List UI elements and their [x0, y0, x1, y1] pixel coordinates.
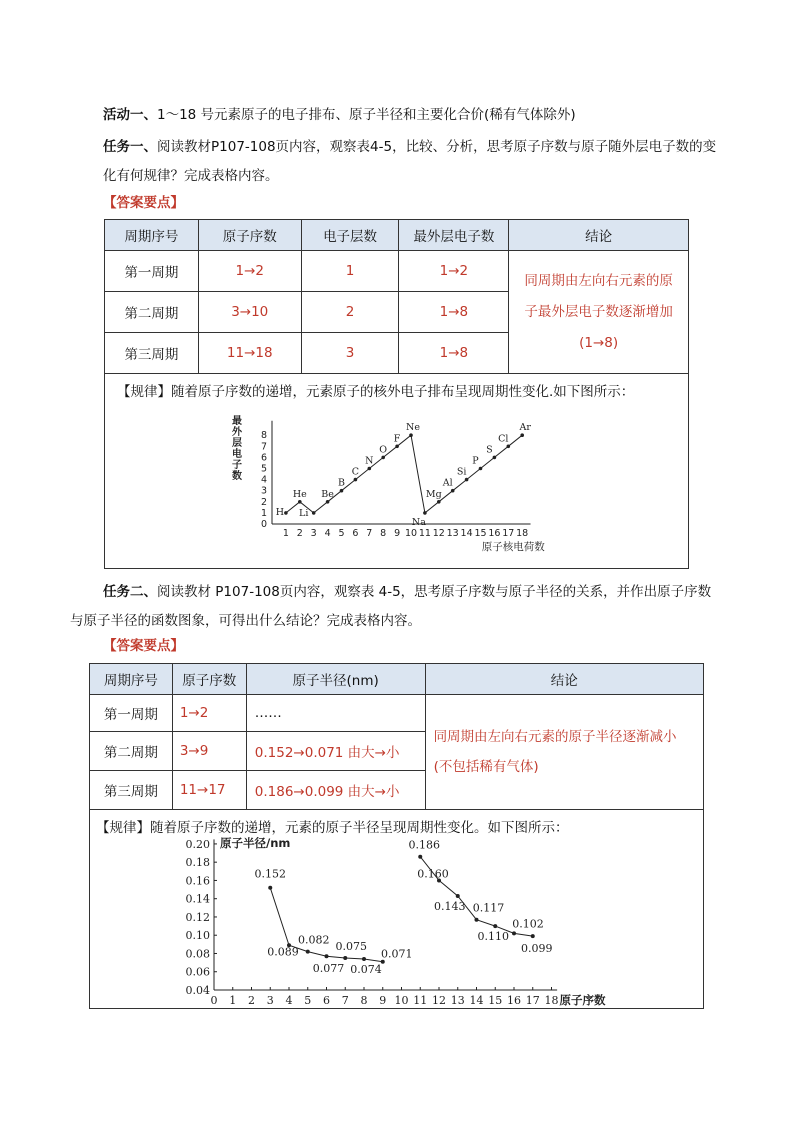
data-point [437, 500, 441, 504]
data-label: 0.102 [512, 917, 544, 931]
data-point [512, 931, 516, 935]
data-point [362, 957, 366, 961]
y-axis-label-char: 层 [232, 438, 242, 449]
table-header: 结论 [425, 664, 703, 695]
data-point [340, 489, 344, 493]
y-tick-label: 7 [260, 441, 268, 453]
radius-cell: 0.152→0.071 由大→小 [246, 732, 425, 771]
data-point [298, 500, 302, 504]
table-header: 最外层电子数 [399, 220, 509, 251]
data-point [395, 445, 399, 449]
y-tick-label: 0.12 [185, 910, 210, 924]
point-label: N [365, 455, 374, 467]
period-cell: 第一周期 [90, 695, 173, 732]
x-tick-label: 17 [525, 994, 540, 1007]
y-axis-label-char: 电 [232, 449, 242, 460]
layers-cell: 3 [301, 333, 399, 374]
point-label: S [486, 444, 493, 456]
rule-cell [105, 374, 689, 569]
y-tick-label: 5 [260, 463, 268, 475]
x-tick-label: 1 [229, 994, 237, 1007]
radius-cell: …… [246, 695, 425, 732]
point-label: H [275, 506, 285, 518]
data-point [423, 511, 427, 515]
electron-chart [105, 400, 688, 560]
rule-row [105, 374, 689, 569]
task1-table [104, 219, 689, 569]
x-tick-label: 9 [394, 528, 401, 539]
outer-cell: 1→8 [399, 292, 509, 333]
activity-heading [103, 103, 576, 123]
data-point [475, 918, 479, 922]
conclusion-line: (1→8) [579, 334, 619, 351]
point-label: He [292, 488, 307, 500]
outer-cell: 1→8 [399, 333, 509, 374]
table-header: 结论 [509, 220, 689, 251]
radius-chart [90, 836, 703, 1008]
atomic-cell: 1→2 [198, 251, 301, 292]
y-tick-label: 2 [260, 496, 268, 508]
task2-line1: 阅读教材 P107-108页内容，观察表 4-5，思考原子序数与原子半径的关系，并作出原子序数 [157, 584, 712, 600]
data-point [381, 456, 385, 460]
data-point [306, 950, 310, 954]
x-tick-label: 12 [432, 528, 445, 539]
data-point [493, 456, 497, 460]
y-tick-label: 6 [260, 452, 268, 464]
conclusion-cell [425, 695, 703, 810]
task2-answer-label: 【答案要点】 [103, 638, 184, 654]
y-axis-label-char: 数 [232, 471, 242, 482]
activity-text: 1～18 号元素原子的电子排布、原子半径和主要化合价(稀有气体除外) [157, 107, 576, 123]
task1-header-row [105, 220, 689, 251]
data-label: 0.099 [521, 942, 553, 956]
radius-cell: 0.186→0.099 由大→小 [246, 771, 425, 810]
y-tick-label: 0.08 [185, 947, 210, 961]
period-cell: 第二周期 [90, 732, 173, 771]
rule-row [90, 810, 704, 1009]
x-tick-label: 7 [341, 994, 349, 1007]
point-label: B [338, 477, 345, 489]
y-tick-label: 4 [260, 474, 268, 486]
point-label: Ar [519, 422, 531, 434]
data-point [368, 467, 372, 471]
atomic-cell: 11→17 [172, 771, 246, 810]
task2-header-row [90, 664, 704, 695]
data-label: 0.110 [477, 930, 509, 944]
table-header: 原子序数 [198, 220, 301, 251]
x-tick-label: 8 [360, 994, 368, 1007]
data-point [493, 924, 497, 928]
table-row [90, 695, 704, 732]
table-header: 原子半径(nm) [246, 664, 425, 695]
point-label: F [393, 433, 401, 445]
point-label: Ne [406, 422, 420, 434]
atomic-cell: 3→10 [198, 292, 301, 333]
point-label: P [472, 455, 479, 467]
data-point [284, 511, 288, 515]
data-label: 0.082 [298, 933, 330, 947]
table-header: 原子序数 [172, 664, 246, 695]
point-label: Si [456, 466, 467, 478]
x-tick-label: 12 [432, 994, 446, 1007]
x-tick-label: 16 [507, 994, 521, 1007]
x-tick-label: 2 [296, 528, 303, 539]
task2-line2: 与原子半径的函数图象，可得出什么结论？完成表格内容。 [70, 613, 421, 629]
x-tick-label: 16 [488, 528, 501, 539]
data-point [451, 489, 455, 493]
data-label: 0.160 [417, 867, 449, 881]
x-tick-label: 2 [248, 994, 255, 1007]
x-tick-label: 18 [544, 994, 559, 1007]
point-label: C [351, 466, 360, 478]
data-point [531, 934, 535, 938]
point-label: Al [442, 477, 453, 489]
y-tick-label: 0 [260, 519, 268, 530]
x-tick-label: 3 [310, 528, 317, 539]
x-tick-label: 5 [304, 994, 312, 1007]
x-tick-label: 9 [379, 994, 387, 1007]
x-tick-label: 3 [266, 994, 274, 1007]
conclusion-line: 同周期由左向右元素的原 [524, 272, 673, 289]
x-tick-label: 14 [460, 528, 473, 539]
period-cell: 第三周期 [105, 333, 199, 374]
x-tick-label: 11 [418, 528, 431, 539]
data-point [465, 478, 469, 482]
x-axis-label: 原子序数 [559, 993, 606, 1007]
point-label: Mg [425, 488, 442, 500]
atomic-cell: 11→18 [198, 333, 301, 374]
data-label: 0.186 [408, 838, 440, 852]
x-tick-label: 8 [380, 528, 387, 539]
x-tick-label: 17 [502, 528, 515, 539]
x-tick-label: 10 [404, 528, 418, 539]
period-cell: 第三周期 [90, 771, 173, 810]
data-label: 0.077 [312, 962, 345, 976]
layers-cell: 2 [301, 292, 399, 333]
y-axis-label-char: 外 [232, 427, 242, 438]
conclusion-line: (不包括稀有气体) [433, 759, 539, 775]
y-tick-label: 3 [260, 485, 268, 497]
x-tick-label: 0 [210, 994, 218, 1007]
y-tick-label: 0.06 [185, 965, 210, 979]
data-point [479, 467, 483, 471]
task1-line2: 化有何规律？完成表格内容。 [103, 168, 279, 184]
x-tick-label: 5 [338, 528, 345, 539]
data-label: 0.075 [335, 940, 367, 954]
task1-paragraph-line1 [103, 135, 716, 155]
y-tick-label: 1 [260, 507, 268, 519]
data-label: 0.117 [472, 901, 505, 915]
data-point [507, 445, 511, 449]
activity-label: 活动一、 [103, 107, 157, 123]
rule-cell [90, 810, 704, 1009]
period-cell: 第一周期 [105, 251, 199, 292]
data-label: 0.152 [254, 867, 286, 881]
data-point [312, 511, 316, 515]
y-tick-label: 0.14 [185, 892, 210, 906]
atomic-cell: 1→2 [172, 695, 246, 732]
atomic-cell: 3→9 [172, 732, 246, 771]
task2-paragraph-line1 [103, 580, 711, 600]
layers-cell: 1 [301, 251, 399, 292]
table-row [105, 251, 689, 292]
point-label: Li [299, 507, 309, 519]
task2-label: 任务二、 [103, 584, 157, 600]
x-tick-label: 6 [323, 994, 330, 1007]
table-header: 周期序号 [105, 220, 199, 251]
data-point [520, 433, 524, 437]
x-tick-label: 10 [394, 994, 409, 1007]
rule-text: 【规律】随着原子序数的递增，元素原子的核外电子排布呈现周期性变化.如下图所示： [117, 384, 635, 400]
x-tick-label: 13 [450, 994, 465, 1007]
data-label: 0.074 [350, 962, 382, 976]
point-label: Be [321, 488, 334, 500]
data-label: 0.071 [381, 947, 413, 961]
data-point [354, 478, 358, 482]
x-tick-label: 15 [488, 994, 503, 1007]
point-label: O [379, 444, 388, 456]
rule-text: 【规律】随着原子序数的递增，元素的原子半径呈现周期性变化。如下图所示： [96, 820, 569, 836]
y-tick-label: 0.16 [185, 874, 210, 888]
task1-label: 任务一、 [103, 139, 157, 155]
outer-cell: 1→2 [399, 251, 509, 292]
x-tick-label: 7 [366, 528, 373, 539]
y-tick-label: 0.10 [185, 929, 210, 943]
data-point [409, 433, 413, 437]
table-header: 电子层数 [301, 220, 399, 251]
y-tick-label: 0.18 [185, 856, 210, 870]
data-label: 0.089 [267, 945, 299, 959]
data-point [326, 500, 330, 504]
x-tick-label: 18 [516, 528, 529, 539]
period-cell: 第二周期 [105, 292, 199, 333]
task1-answer-label: 【答案要点】 [103, 195, 184, 211]
data-point [325, 954, 329, 958]
conclusion-cell [509, 251, 689, 374]
x-tick-label: 6 [352, 528, 359, 539]
data-point [418, 855, 422, 859]
conclusion-line: 同周期由左向右元素的原子半径逐渐减小 [433, 729, 677, 745]
table-header: 周期序号 [90, 664, 173, 695]
x-tick-label: 15 [474, 528, 487, 539]
x-tick-label: 11 [413, 994, 428, 1007]
y-axis-label-char: 最 [232, 416, 242, 427]
y-axis-label-char: 子 [232, 460, 242, 471]
y-tick-label: 0.20 [185, 837, 210, 851]
task2-table [89, 663, 704, 1009]
y-tick-label: 8 [260, 430, 268, 442]
x-tick-label: 4 [285, 994, 293, 1007]
task1-line1: 阅读教材P107-108页内容，观察表4-5，比较、分析，思考原子序数与原子随外层电子数的变 [157, 139, 717, 155]
data-point [343, 956, 347, 960]
conclusion-line: 子最外层电子数逐渐增加 [524, 303, 673, 320]
x-tick-label: 1 [282, 528, 289, 539]
point-label: Na [411, 516, 426, 528]
y-tick-label: 0.04 [185, 984, 210, 997]
data-label: 0.143 [434, 899, 466, 913]
x-tick-label: 14 [469, 994, 484, 1007]
x-tick-label: 13 [446, 528, 459, 539]
data-point [456, 894, 460, 898]
x-axis-label: 原子核电荷数 [481, 541, 545, 553]
x-tick-label: 4 [324, 528, 331, 539]
point-label: Cl [498, 433, 509, 445]
data-point [268, 886, 272, 890]
y-axis-label: 原子半径/nm [220, 836, 291, 850]
